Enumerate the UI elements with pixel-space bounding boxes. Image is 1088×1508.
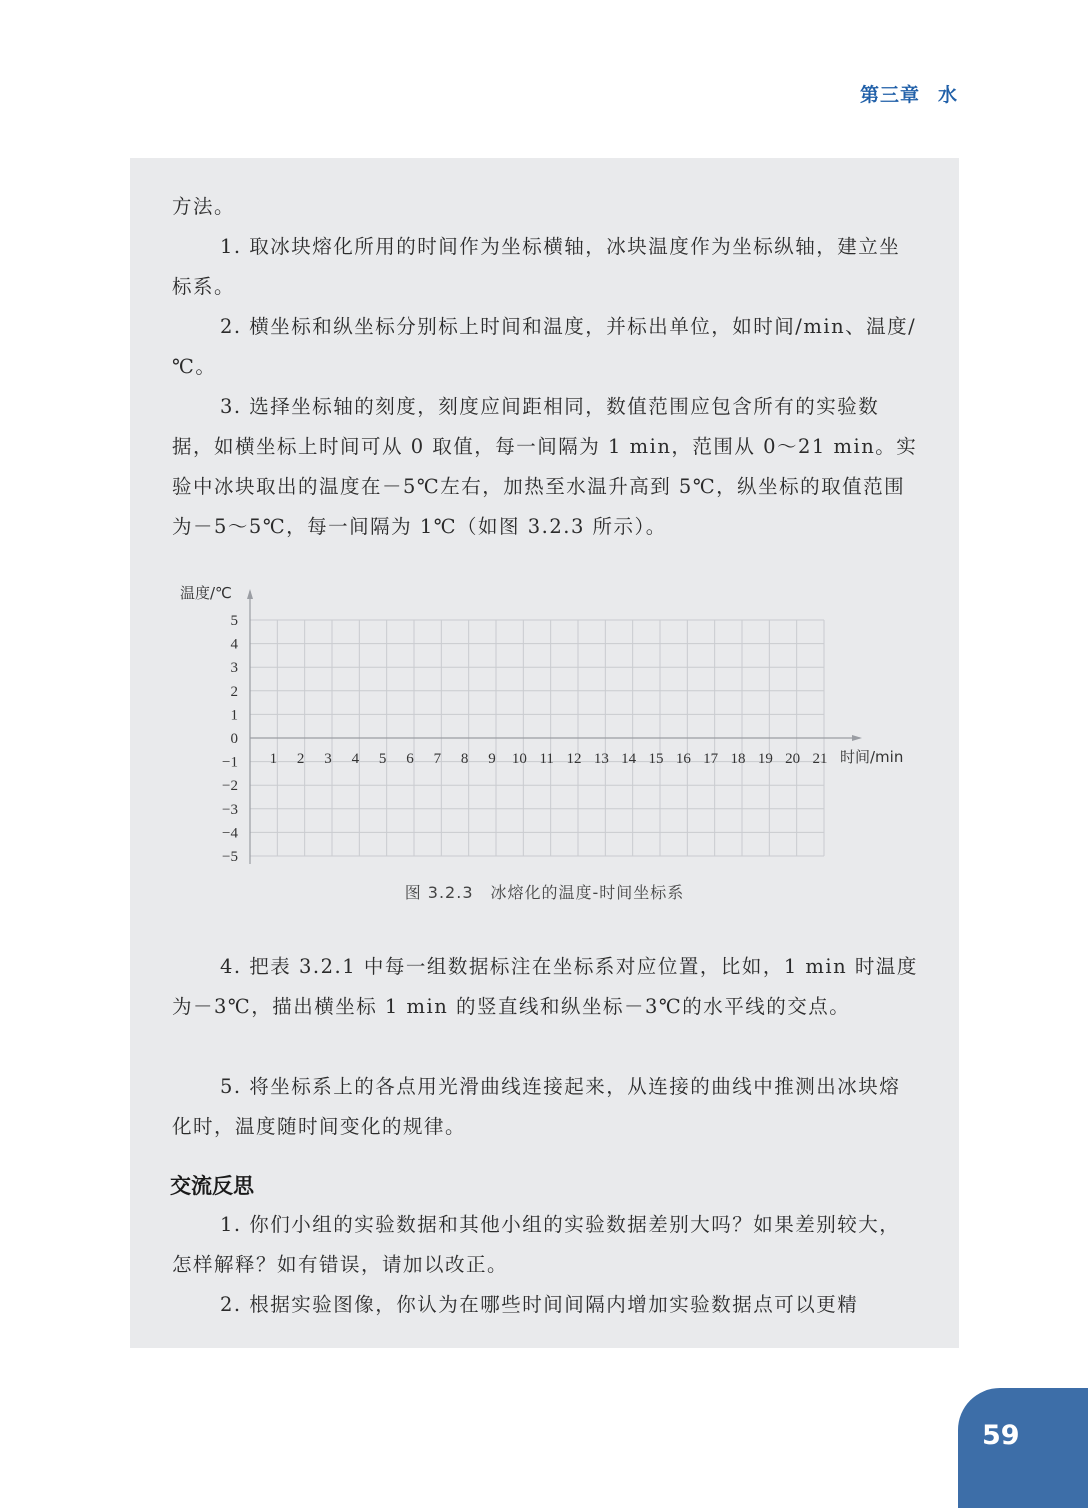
y-tick-label: 3 <box>230 660 238 677</box>
x-tick-label: 12 <box>566 751 582 767</box>
chapter-number: 第三章 <box>859 84 920 106</box>
y-tick-label: 2 <box>230 683 238 700</box>
y-axis-arrow <box>247 589 253 599</box>
x-tick-label: 9 <box>488 751 496 767</box>
y-tick-label: −3 <box>222 801 238 818</box>
y-tick-label: 0 <box>230 731 238 747</box>
question-1: 1. 你们小组的实验数据和其他小组的实验数据差别大吗？如果差别较大，怎样解释？如有错误，请加以改正。 <box>172 1213 901 1276</box>
y-tick-label: 5 <box>230 613 238 629</box>
y-tick-label: −4 <box>222 825 238 842</box>
step-5: 5. 将坐标系上的各点用光滑曲线连接起来，从连接的曲线中推测出冰块熔化时，温度随时间变化的规律。 <box>172 1075 901 1138</box>
x-tick-label: 18 <box>730 751 746 767</box>
x-tick-label: 14 <box>621 751 637 767</box>
content-panel <box>130 158 959 1348</box>
temperature-time-chart <box>160 573 940 873</box>
y-axis-label: 温度/℃ <box>180 584 232 602</box>
paragraph-method-end: 方法。 <box>172 195 236 218</box>
figure-caption: 图 3.2.3 冰熔化的温度-时间坐标系 <box>404 883 685 902</box>
x-tick-label: 8 <box>460 751 469 767</box>
chapter-header <box>860 80 958 107</box>
x-tick-label: 4 <box>351 751 360 767</box>
x-axis-label: 时间/min <box>840 748 904 766</box>
page-tab <box>958 1388 1088 1508</box>
step-4: 4. 把表 3.2.1 中每一组数据标注在坐标系对应位置，比如，1 min 时温度为－3℃，描出横坐标 1 min 的竖直线和纵坐标－3℃的水平线的交点。 <box>172 955 918 1018</box>
x-tick-label: 21 <box>812 751 828 767</box>
x-tick-label: 10 <box>511 751 527 767</box>
x-tick-label: 15 <box>648 751 664 767</box>
x-tick-label: 1 <box>269 751 278 767</box>
question-2: 2. 根据实验图像，你认为在哪些时间间隔内增加实验数据点可以更精 <box>220 1293 859 1316</box>
page-number: 59 <box>982 1420 1020 1451</box>
x-axis-arrow <box>852 735 862 741</box>
chapter-title: 水 <box>937 84 958 106</box>
x-tick-label: 16 <box>675 751 691 767</box>
y-tick-label: −1 <box>222 754 238 771</box>
step-1: 1. 取冰块熔化所用的时间作为坐标横轴，冰块温度作为坐标纵轴，建立坐标系。 <box>172 235 901 298</box>
y-tick-label: −2 <box>222 778 238 795</box>
y-tick-label: −5 <box>222 849 238 865</box>
x-tick-label: 7 <box>433 751 442 767</box>
x-tick-label: 20 <box>785 751 801 767</box>
y-tick-label: 4 <box>230 636 238 653</box>
y-tick-label: 1 <box>230 707 238 724</box>
x-tick-label: 5 <box>378 751 387 767</box>
x-tick-label: 3 <box>324 751 332 767</box>
x-tick-label: 6 <box>406 751 414 767</box>
step-2: 2. 横坐标和纵坐标分别标上时间和温度，并标出单位，如时间/min、温度/℃。 <box>172 315 917 378</box>
x-tick-label: 11 <box>539 751 554 767</box>
x-tick-label: 2 <box>296 751 305 767</box>
x-tick-label: 19 <box>757 751 773 767</box>
section-title: 交流反思 <box>170 1174 254 1198</box>
x-tick-label: 13 <box>593 751 609 767</box>
step-3: 3. 选择坐标轴的刻度，刻度应间距相同，数值范围应包含所有的实验数据，如横坐标上时间可从 0 取值，每一间隔为 1 min，范围从 0～21 min。实验中冰块取出的温度在－5℃左右，加热至水温升高到 5℃，纵坐标的取值范围为－5～5℃，每一间隔为 1℃（如图 3.2.3 所示）。 <box>172 395 918 538</box>
x-tick-label: 17 <box>703 751 719 767</box>
